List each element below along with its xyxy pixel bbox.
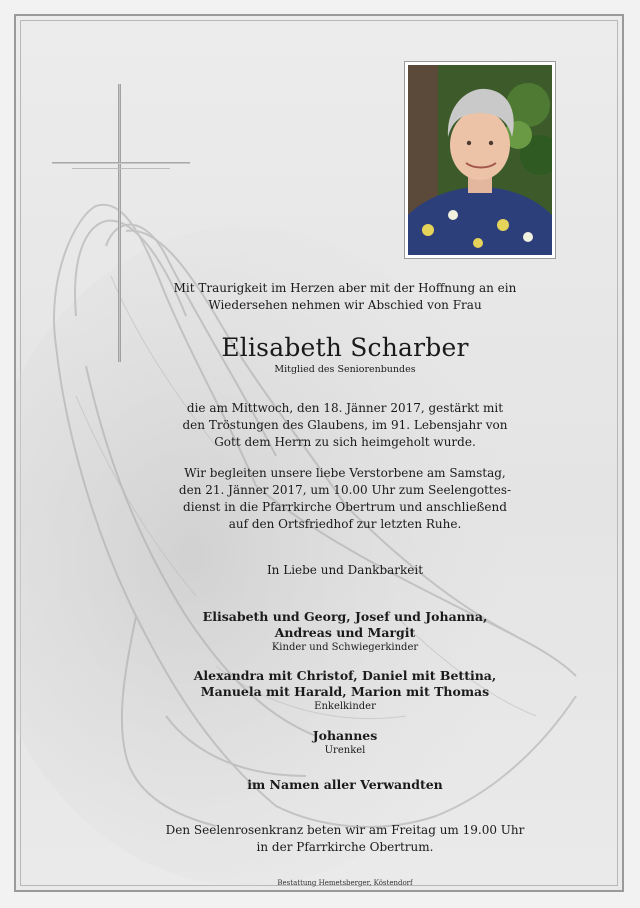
death-notice: [150, 400, 540, 451]
deceased-name: Elisabeth Scharber: [221, 333, 469, 362]
children-names-line-2: Andreas und Margit: [274, 625, 416, 640]
funeral-line-2: den 21. Jänner 2017, um 10.00 Uhr zum Seelengottes-: [178, 483, 512, 497]
great-grandchildren-names: Johannes: [312, 728, 378, 743]
rosary-line-2: in der Pfarrkirche Obertrum.: [256, 840, 434, 854]
membership-note: Mitglied des Seniorenbundes: [274, 364, 416, 375]
mourners-great-grandchildren: [150, 728, 540, 757]
funeral-notice: [150, 465, 540, 533]
grandchildren-names-line-1: Alexandra mit Christof, Daniel mit Bettina,: [193, 668, 497, 683]
mourners-grandchildren: [150, 668, 540, 713]
children-names-line-1: Elisabeth und Georg, Josef und Johanna,: [202, 609, 488, 624]
death-line-2: den Tröstungen des Glaubens, im 91. Lebensjahr von: [182, 418, 508, 432]
funeral-home-footer: Bestattung Hemetsberger, Köstendorf: [277, 879, 413, 887]
mourners-children: [150, 609, 540, 654]
death-line-1: die am Mittwoch, den 18. Jänner 2017, gestärkt mit: [186, 401, 504, 415]
great-grandchildren-relation: Urenkel: [324, 745, 366, 756]
funeral-line-3: dienst in die Pfarrkirche Obertrum und anschließend: [183, 500, 507, 514]
rosary-line-1: Den Seelenrosenkranz beten wir am Freitag um 19.00 Uhr: [165, 823, 525, 837]
closing-phrase: In Liebe und Dankbarkeit: [266, 563, 424, 577]
cross-horizontal-beam: [52, 162, 190, 164]
children-relation: Kinder und Schwiegerkinder: [271, 642, 419, 653]
intro-line-1: Mit Traurigkeit im Herzen aber mit der Hoffnung an ein: [173, 281, 517, 295]
funeral-line-4: auf den Ortsfriedhof zur letzten Ruhe.: [228, 517, 462, 531]
cross-vertical-beam: [118, 84, 121, 362]
death-line-3: Gott dem Herrn zu sich heimgeholt wurde.: [214, 435, 476, 449]
rosary-notice: [130, 822, 560, 856]
portrait-photo-frame: [404, 61, 556, 259]
intro-text: [150, 280, 540, 314]
grandchildren-relation: Enkelkinder: [314, 701, 376, 712]
cross-shadow-line: [72, 168, 170, 169]
intro-line-2: Wiedersehen nehmen wir Abschied von Frau: [208, 298, 482, 312]
portrait-photo: [408, 65, 552, 255]
grandchildren-names-line-2: Manuela mit Harald, Marion mit Thomas: [200, 684, 490, 699]
funeral-line-1: Wir begleiten unsere liebe Verstorbene am Samstag,: [184, 466, 506, 480]
on-behalf-line: im Namen aller Verwandten: [247, 777, 443, 792]
